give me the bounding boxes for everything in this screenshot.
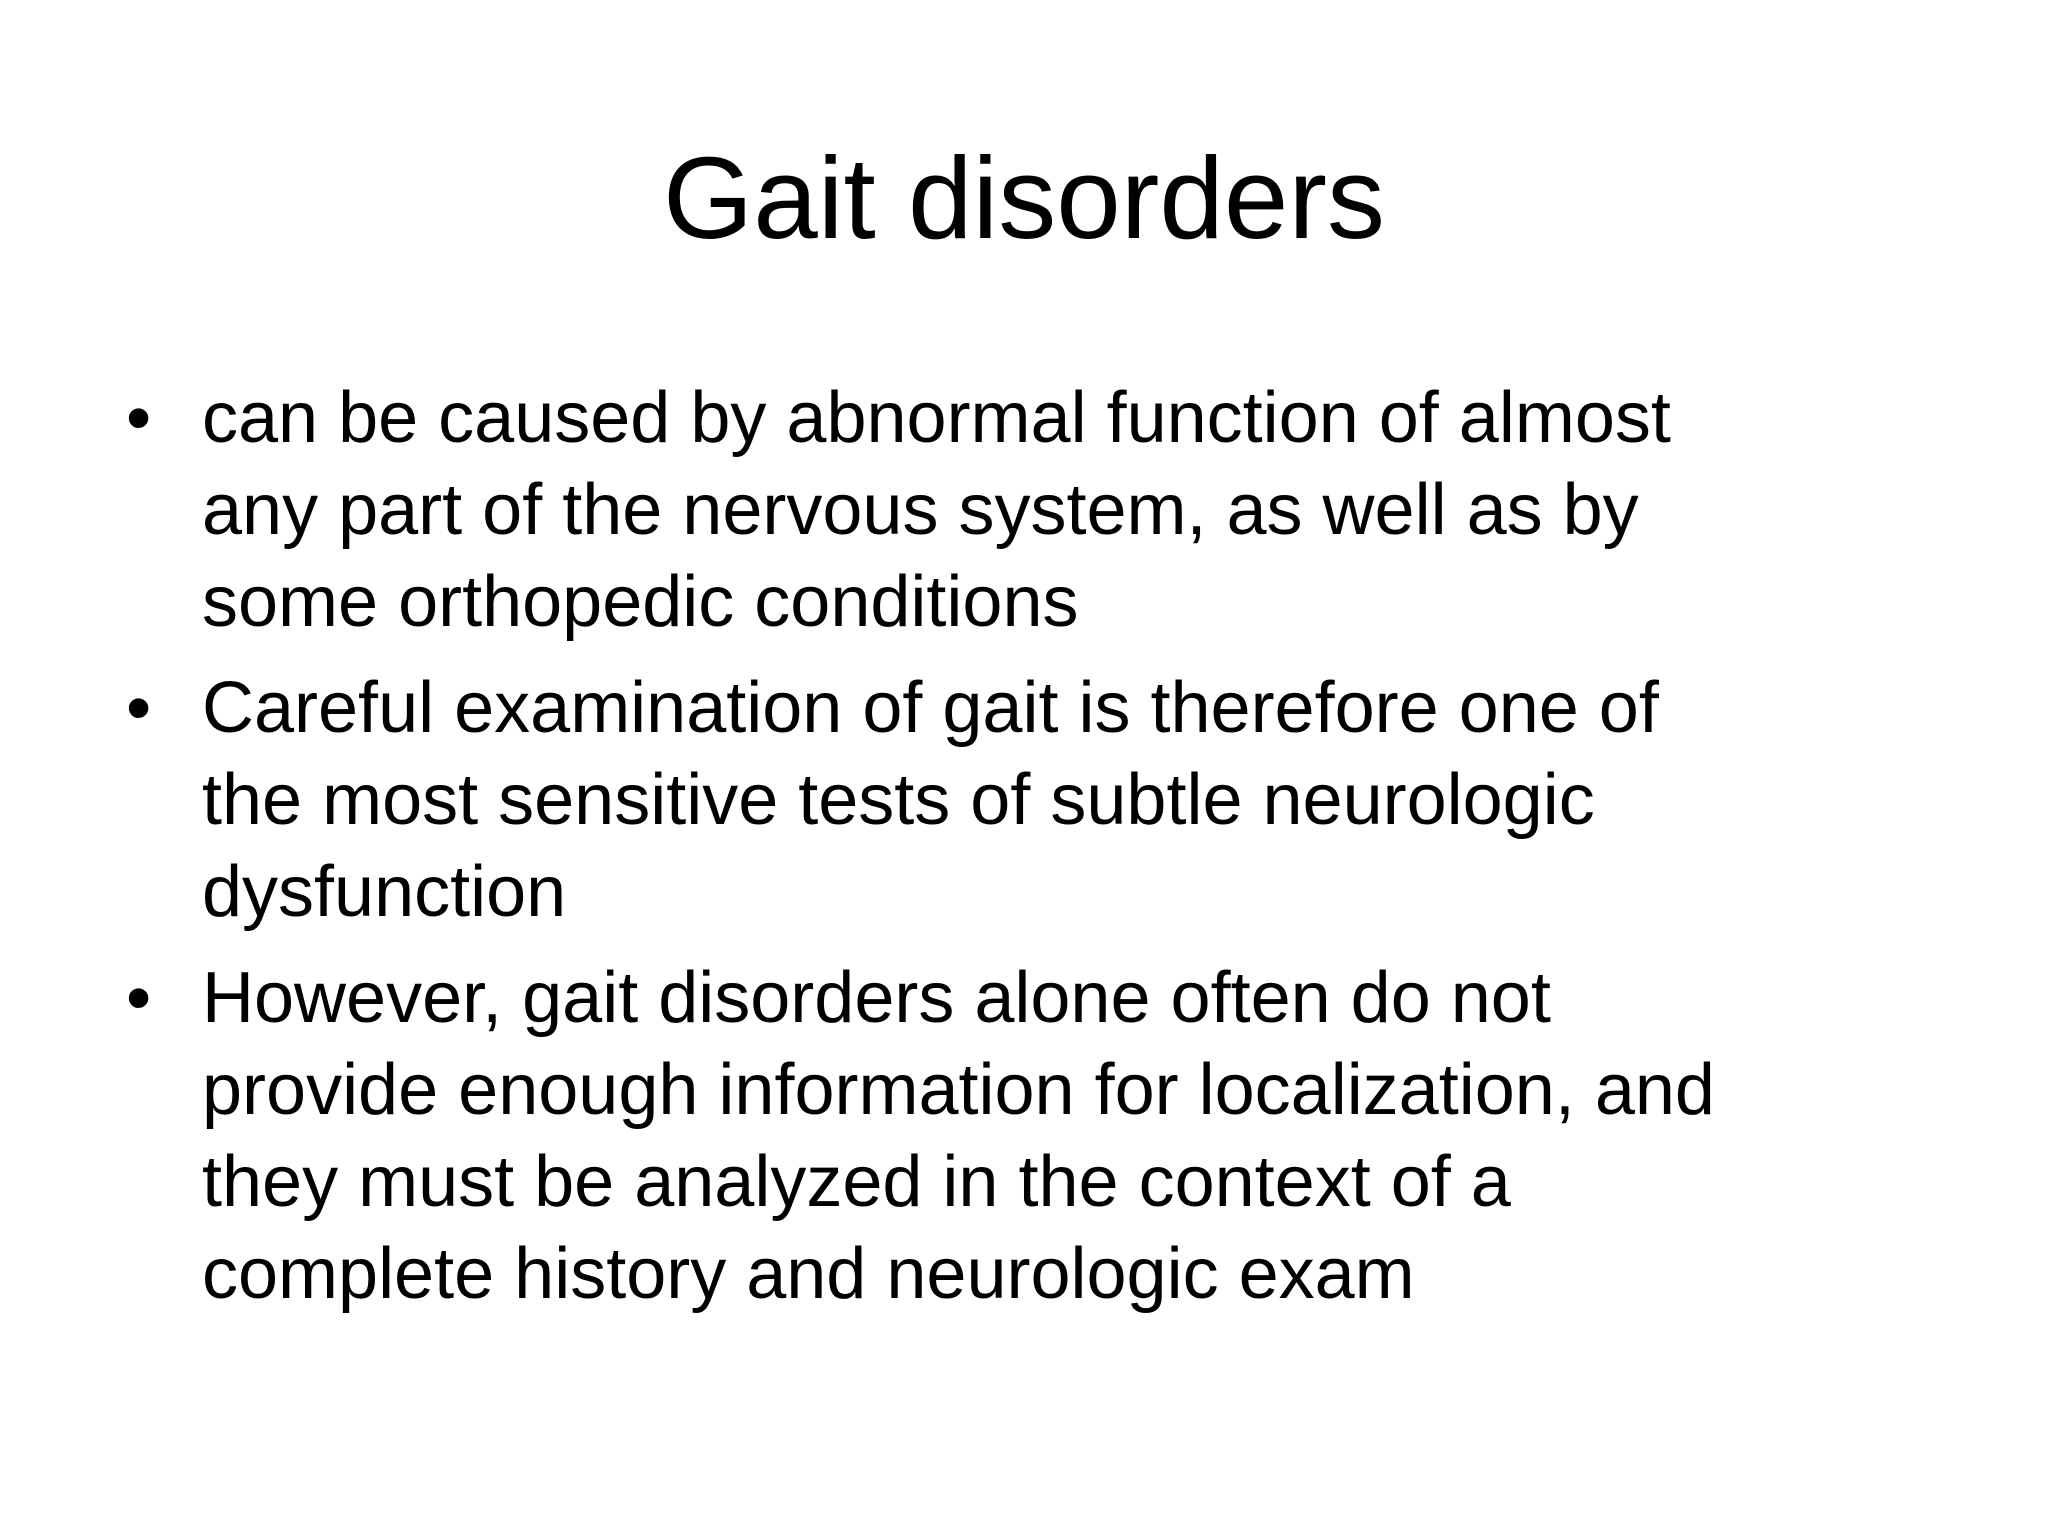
bullet-text-line: dysfunction [202, 852, 567, 932]
bullet-list [120, 372, 1920, 1334]
bullet-text-line: any part of the nervous system, as well as by [202, 470, 1639, 550]
bullet-icon: • [126, 378, 152, 458]
bullet-text-line: can be caused by abnormal function of almost [202, 378, 1671, 458]
bullet-item [120, 952, 1920, 1320]
bullet-text-line: complete history and neurologic exam [202, 1234, 1415, 1314]
bullet-text-line: However, gait disorders alone often do not [202, 958, 1551, 1038]
bullet-text-line: the most sensitive tests of subtle neurologic [202, 760, 1595, 840]
bullet-text-line: provide enough information for localization, and [202, 1050, 1715, 1130]
bullet-icon: • [126, 958, 152, 1038]
bullet-text-line: they must be analyzed in the context of a [202, 1142, 1511, 1222]
bullet-item [120, 662, 1920, 938]
bullet-text-line: some orthopedic conditions [202, 562, 1079, 642]
slide-title: Gait disorders [662, 133, 1386, 263]
bullet-text-line: Careful examination of gait is therefore one of [202, 668, 1659, 748]
bullet-item [120, 372, 1920, 648]
bullet-icon: • [126, 668, 152, 748]
